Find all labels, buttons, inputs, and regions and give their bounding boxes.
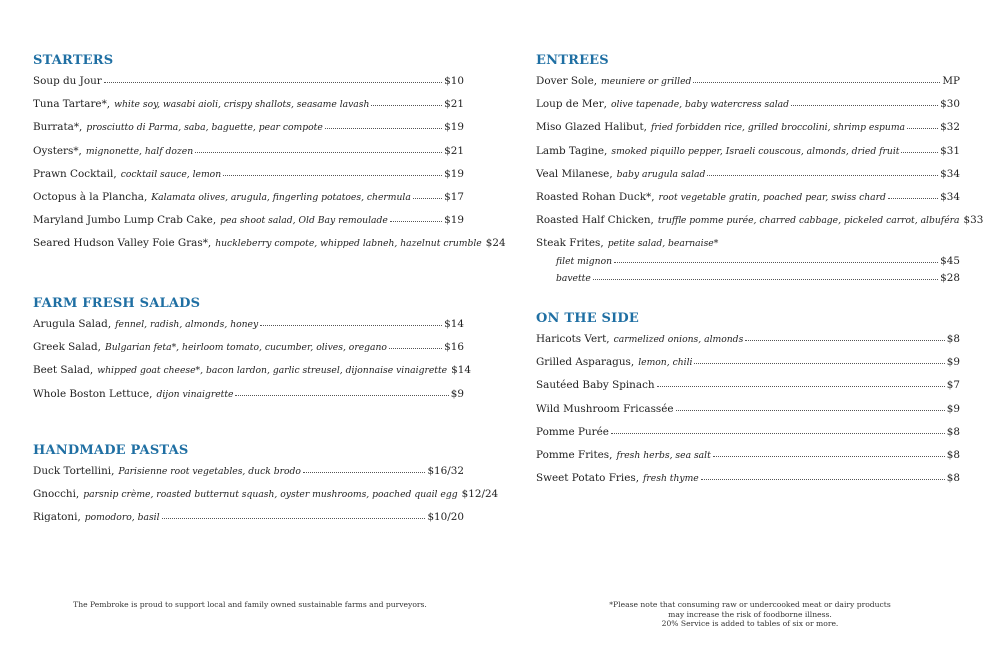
menu-item bbox=[33, 487, 499, 510]
starters-title: STARTERS bbox=[33, 53, 114, 68]
item-name: Prawn Cocktail bbox=[33, 167, 114, 180]
item-price: $7 bbox=[946, 379, 960, 392]
separator: , bbox=[630, 356, 635, 369]
menu-item bbox=[536, 74, 960, 97]
item-price: $17 bbox=[444, 190, 464, 203]
item-desc: fennel, radish, almonds, honey bbox=[115, 319, 259, 330]
item-name: Veal Milanese bbox=[536, 167, 610, 180]
leader-dots bbox=[694, 355, 944, 364]
entrees-title: ENTREES bbox=[536, 53, 609, 68]
item-desc: pomodoro, basil bbox=[84, 512, 160, 524]
starters-section bbox=[33, 52, 506, 295]
left-column bbox=[33, 52, 506, 534]
menu-item bbox=[536, 190, 960, 213]
leader-dots bbox=[593, 272, 938, 280]
menu-item bbox=[33, 144, 464, 167]
item-desc: baby arugula salad bbox=[616, 168, 706, 180]
separator: , bbox=[79, 121, 83, 134]
menu-item bbox=[33, 167, 464, 190]
item-price: $14 bbox=[444, 318, 464, 330]
leader-dots bbox=[413, 190, 442, 199]
menu-item bbox=[536, 144, 960, 167]
separator: , bbox=[149, 387, 153, 400]
option-price: $28 bbox=[940, 272, 960, 285]
item-price: $24 bbox=[485, 237, 506, 250]
item-desc: white soy, wasabi aioli, crispy shallots, seasame lavash bbox=[114, 99, 370, 111]
menu-item bbox=[33, 120, 464, 143]
item-name: Arugula Salad bbox=[33, 318, 108, 330]
separator: , bbox=[603, 98, 607, 111]
leader-dots bbox=[676, 402, 945, 411]
footer-line: 20% Service is added to tables of six or more. bbox=[661, 619, 839, 628]
item-price: $34 bbox=[940, 190, 960, 203]
pastas-list bbox=[33, 464, 499, 534]
menu-item bbox=[33, 510, 464, 533]
item-price: $12/24 bbox=[461, 488, 499, 501]
item-name: Burrata* bbox=[33, 121, 80, 134]
leader-dots bbox=[707, 167, 938, 176]
item-price: $8 bbox=[946, 448, 960, 461]
separator: , bbox=[651, 190, 655, 203]
entrees-list bbox=[536, 74, 984, 236]
item-price: $8 bbox=[946, 425, 960, 438]
separator: , bbox=[77, 511, 81, 524]
sides-section bbox=[536, 310, 960, 494]
item-price: $21 bbox=[444, 144, 464, 157]
separator: , bbox=[609, 167, 613, 180]
item-name: Greek Salad bbox=[33, 341, 98, 354]
item-name: Pomme Frites bbox=[536, 448, 610, 461]
item-desc: truffle pomme purée, charred cabbage, pickeled carrot, albuféra bbox=[657, 215, 960, 227]
entrees-section bbox=[536, 52, 984, 310]
item-name: Steak Frites bbox=[536, 237, 601, 250]
leader-dots bbox=[223, 167, 442, 176]
leader-dots bbox=[162, 510, 426, 519]
separator: , bbox=[643, 121, 647, 134]
leader-dots bbox=[901, 144, 938, 153]
leader-dots bbox=[389, 340, 442, 349]
steak-option bbox=[536, 255, 960, 272]
separator: , bbox=[212, 214, 217, 227]
salads-title: FARM FRESH SALADS bbox=[33, 296, 201, 311]
menu-item-steak-frites: Steak Frites , petite salad, bearnaise* bbox=[536, 237, 719, 250]
item-desc: Kalamata olives, arugula, fingerling potatoes, chermula bbox=[151, 191, 411, 203]
item-desc: whipped goat cheese*, bacon lardon, garlic streusel, dijonnaise vinaigrette bbox=[97, 365, 448, 377]
menu-item bbox=[33, 97, 464, 120]
item-name: Sweet Potato Fries bbox=[536, 472, 636, 485]
sides-title: ON THE SIDE bbox=[536, 311, 639, 326]
item-desc: cocktail sauce, lemon bbox=[120, 168, 222, 180]
item-price: $21 bbox=[444, 98, 464, 111]
separator: , bbox=[606, 333, 610, 345]
item-desc: Parisienne root vegetables, duck brodo bbox=[118, 466, 301, 477]
menu-item bbox=[536, 448, 960, 471]
item-price: $10 bbox=[444, 75, 464, 87]
item-desc: carmelized onions, almonds bbox=[613, 334, 744, 345]
item-price: $9 bbox=[450, 387, 464, 400]
starters-list bbox=[33, 74, 506, 260]
leader-dots bbox=[713, 448, 945, 457]
separator: , bbox=[107, 318, 112, 330]
option-name: filet mignon bbox=[556, 256, 613, 268]
item-desc: fresh thyme bbox=[643, 473, 699, 485]
footer-health-notice bbox=[570, 600, 930, 629]
salads-section bbox=[33, 295, 471, 442]
pastas-section bbox=[33, 442, 499, 534]
leader-dots bbox=[371, 97, 442, 106]
item-price: $14 bbox=[451, 364, 471, 377]
item-desc: pea shoot salad, Old Bay remoulade bbox=[220, 215, 388, 227]
item-price: $31 bbox=[940, 144, 960, 157]
menu-item bbox=[536, 355, 960, 378]
item-price: $8 bbox=[946, 333, 960, 345]
menu-item bbox=[33, 464, 464, 487]
item-name: Miso Glazed Halibut bbox=[536, 121, 644, 134]
item-price: $30 bbox=[940, 98, 960, 111]
item-name: Beet Salad bbox=[33, 364, 90, 377]
item-name: Sautéed Baby Spinach bbox=[536, 379, 655, 392]
footer-sustainability-note: The Pembroke is proud to support local and family owned sustainable farms and purveyors. bbox=[73, 600, 427, 609]
leader-dots bbox=[791, 97, 938, 106]
menu-item bbox=[33, 387, 464, 410]
menu-item bbox=[536, 378, 960, 401]
item-desc: Bulgarian feta*, heirloom tomato, cucumber, olives, oregano bbox=[104, 342, 387, 354]
item-desc: fried forbidden rice, grilled broccolini, shrimp espuma bbox=[650, 122, 906, 134]
item-price: $19 bbox=[444, 167, 464, 180]
leader-dots bbox=[657, 378, 945, 387]
menu-item bbox=[536, 471, 960, 494]
item-name: Oysters* bbox=[33, 144, 79, 157]
menu-item bbox=[536, 97, 960, 120]
item-name: Lamb Tagine bbox=[536, 144, 605, 157]
option-price: $45 bbox=[940, 255, 960, 268]
item-desc: petite salad, bearnaise* bbox=[607, 238, 719, 250]
leader-dots bbox=[701, 471, 945, 480]
item-price: $9 bbox=[946, 402, 960, 415]
separator: , bbox=[89, 364, 94, 377]
leader-dots bbox=[888, 190, 938, 199]
leader-dots bbox=[195, 144, 442, 153]
item-name: Haricots Vert bbox=[536, 333, 607, 345]
item-desc: prosciutto di Parma, saba, baguette, pear compote bbox=[86, 122, 323, 134]
item-price: $32 bbox=[940, 121, 960, 134]
item-name: Gnocchi bbox=[33, 488, 76, 501]
item-desc: olive tapenade, baby watercress salad bbox=[610, 99, 790, 111]
leader-dots bbox=[235, 387, 448, 396]
separator: , bbox=[113, 167, 117, 180]
separator: , bbox=[650, 214, 654, 227]
separator: , bbox=[111, 465, 115, 477]
separator: , bbox=[143, 190, 148, 203]
item-price: $8 bbox=[946, 472, 960, 485]
steak-option bbox=[536, 272, 960, 289]
menu-item bbox=[536, 120, 960, 143]
separator: , bbox=[609, 448, 613, 461]
item-desc: dijon vinaigrette bbox=[156, 388, 234, 400]
footer-line: *Please note that consuming raw or undercooked meat or dairy products bbox=[609, 600, 891, 609]
item-price: $16/32 bbox=[427, 465, 464, 477]
menu-item bbox=[536, 332, 960, 355]
pastas-title: HANDMADE PASTAS bbox=[33, 443, 189, 458]
item-name: Wild Mushroom Fricassée bbox=[536, 402, 674, 415]
footer-line: may increase the risk of foodborne illness. bbox=[668, 609, 832, 619]
menu-item bbox=[33, 74, 464, 97]
menu-item bbox=[33, 190, 464, 213]
leader-dots bbox=[390, 213, 442, 222]
right-column bbox=[536, 52, 984, 494]
menu-item bbox=[33, 213, 464, 236]
salads-list bbox=[33, 317, 471, 410]
item-desc: lemon, chili bbox=[638, 357, 693, 369]
item-name: Whole Boston Lettuce bbox=[33, 387, 150, 400]
leader-dots bbox=[325, 120, 442, 129]
menu-item bbox=[536, 213, 984, 236]
item-name: Pomme Purée bbox=[536, 425, 609, 438]
separator: , bbox=[635, 472, 640, 485]
item-name: Grilled Asparagus bbox=[536, 356, 631, 369]
separator: , bbox=[106, 98, 111, 111]
item-price: $9 bbox=[946, 356, 960, 369]
menu-item bbox=[33, 363, 471, 386]
item-name: Roasted Half Chicken bbox=[536, 214, 651, 227]
item-name: Maryland Jumbo Lump Crab Cake bbox=[33, 214, 213, 227]
separator: , bbox=[97, 341, 101, 354]
option-name: bavette bbox=[556, 273, 591, 285]
menu-item bbox=[536, 167, 960, 190]
item-price: $19 bbox=[444, 214, 464, 227]
item-name: Duck Tortellini bbox=[33, 465, 112, 477]
separator: , bbox=[75, 488, 80, 501]
item-name: Tuna Tartare* bbox=[33, 98, 107, 111]
item-name: Rigatoni bbox=[33, 511, 78, 524]
item-price: $19 bbox=[444, 121, 464, 134]
leader-dots bbox=[614, 255, 938, 263]
sides-list bbox=[536, 332, 960, 494]
item-desc: smoked piquillo pepper, Israeli couscous, almonds, dried fruit bbox=[611, 145, 900, 157]
item-desc: root vegetable gratin, poached pear, swiss chard bbox=[658, 191, 886, 203]
item-price: $10/20 bbox=[427, 511, 464, 524]
item-name: Loup de Mer bbox=[536, 98, 604, 111]
leader-dots bbox=[104, 74, 442, 83]
item-desc: huckleberry compote, whipped labneh, hazelnut crumble bbox=[215, 238, 482, 250]
item-name: Dover Sole bbox=[536, 75, 594, 87]
item-price: $33 bbox=[963, 214, 984, 227]
menu-item bbox=[536, 402, 960, 425]
item-desc: meuniere or grilled bbox=[601, 76, 692, 87]
item-price: MP bbox=[942, 75, 960, 87]
separator: , bbox=[593, 75, 598, 87]
leader-dots bbox=[260, 317, 442, 326]
menu-item bbox=[33, 236, 506, 259]
item-price: $16 bbox=[444, 341, 464, 354]
item-name: Soup du Jour bbox=[33, 75, 102, 87]
item-desc: fresh herbs, sea salt bbox=[616, 449, 711, 461]
item-name: Seared Hudson Valley Foie Gras* bbox=[33, 237, 208, 250]
leader-dots bbox=[745, 332, 944, 341]
item-name: Roasted Rohan Duck* bbox=[536, 190, 652, 203]
item-name: Octopus à la Plancha bbox=[33, 190, 144, 203]
item-price: $34 bbox=[940, 167, 960, 180]
separator: , bbox=[207, 237, 212, 250]
item-desc: mignonette, half dozen bbox=[85, 145, 194, 157]
leader-dots bbox=[303, 464, 426, 473]
menu-item bbox=[33, 340, 464, 363]
item-desc: parsnip crème, roasted butternut squash, oyster mushrooms, poached quail egg bbox=[83, 489, 458, 501]
leader-dots bbox=[611, 425, 945, 434]
leader-dots bbox=[907, 120, 938, 129]
menu-item bbox=[33, 317, 464, 340]
leader-dots bbox=[693, 74, 940, 83]
separator: , bbox=[604, 144, 608, 157]
separator: , bbox=[78, 144, 82, 157]
menu-item bbox=[536, 425, 960, 448]
